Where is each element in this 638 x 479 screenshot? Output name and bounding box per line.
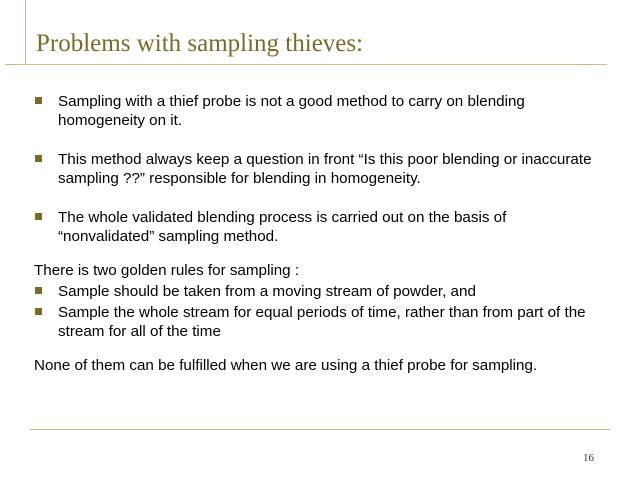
square-bullet-icon — [35, 155, 42, 162]
rule-item — [34, 282, 594, 301]
slide-title: Problems with sampling thieves: — [36, 30, 364, 57]
bullet-text: The whole validated blending process is carried out on the basis of “nonvalidated” sampling method. — [58, 209, 507, 245]
bullet-item — [34, 208, 594, 246]
rules-intro: There is two golden rules for sampling : — [34, 262, 300, 279]
bullet-text: Sampling with a thief probe is not a good method to carry on blending homogeneity on it. — [58, 93, 525, 129]
conclusion-text: None of them can be fulfilled when we are using a thief probe for sampling. — [34, 357, 538, 374]
bullet-item — [34, 150, 594, 188]
rule-text: Sample should be taken from a moving stream of powder, and — [58, 283, 476, 300]
frame-vertical-line — [25, 0, 26, 64]
square-bullet-icon — [35, 213, 42, 220]
bullet-item — [34, 92, 594, 130]
title-divider — [5, 64, 607, 65]
page-number: 16 — [583, 452, 594, 464]
square-bullet-icon — [35, 308, 42, 315]
square-bullet-icon — [35, 287, 42, 294]
bullet-text: This method always keep a question in front “Is this poor blending or inaccurate sampling ??” responsible for blending in homogeneity. — [58, 151, 592, 187]
footer-divider — [30, 429, 610, 430]
rule-item — [34, 303, 594, 341]
slide-content — [34, 92, 594, 375]
rule-text: Sample the whole stream for equal periods of time, rather than from part of the stream for all of the time — [58, 304, 586, 340]
square-bullet-icon — [35, 97, 42, 104]
